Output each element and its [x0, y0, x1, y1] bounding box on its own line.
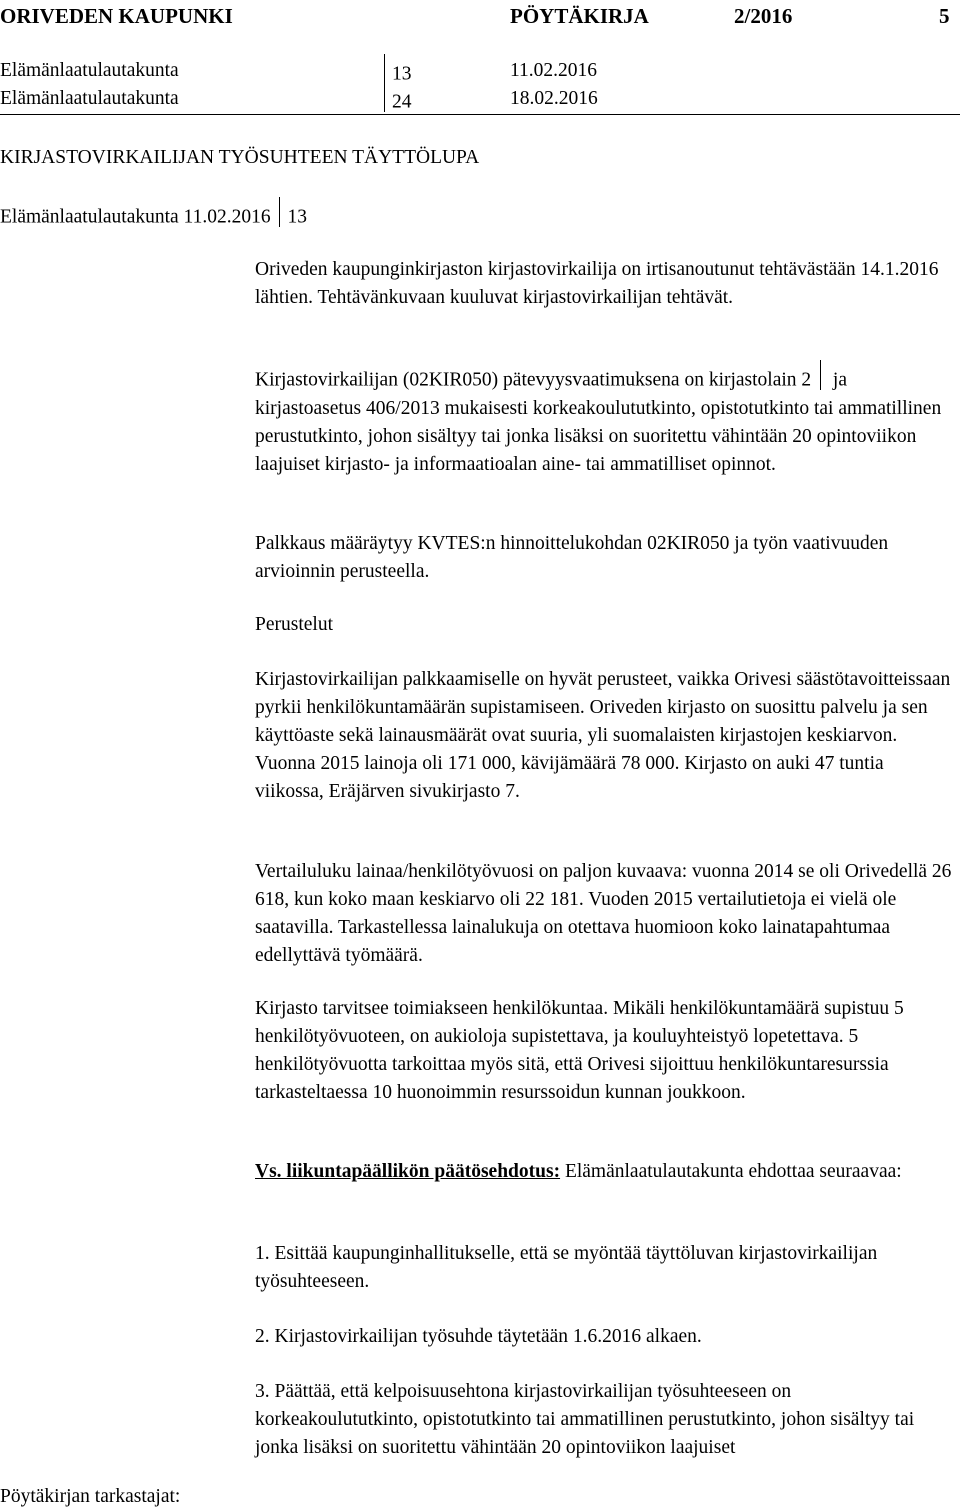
salary-paragraph: Palkkaus määräytyy KVTES:n hinnoittelukohdan 02KIR050 ja työn vaativuuden arvioinnin perusteella. — [255, 533, 889, 582]
header-divider — [0, 114, 960, 115]
section-sign-icon — [816, 366, 828, 386]
page-number: 5 — [939, 4, 950, 28]
proposal-label: Vs. liikuntapäällikön päätösehdotus: — [255, 1161, 561, 1182]
section-sign-icon — [380, 88, 392, 108]
proposal-paragraph: Vs. liikuntapäällikön päätösehdotus: Elämänlaatulautakunta ehdottaa seuraavaa: — [255, 1161, 902, 1182]
meeting-2-body: Elämänlaatulautakunta — [0, 88, 179, 109]
justification-heading: Perustelut — [255, 614, 333, 635]
proposal-item-3: 3. Päättää, että kelpoisuusehtona kirjastovirkailijan työsuhteeseen on korkeakoulututkinto, opistotutkinto tai ammatillinen perustutkinto, johon sisältyy tai jonka lisäksi on suoritettu vähintään 20 opintoviikon laajuiset — [255, 1381, 915, 1458]
intro-paragraph: Oriveden kaupunginkirjaston kirjastovirkailija on irtisanoutunut tehtävästään 14.1.2016 lähtien. Tehtävänkuvaan kuuluvat kirjastovirkailijan tehtävät. — [255, 259, 939, 308]
qualification-paragraph: Kirjastovirkailijan (02KIR050) pätevyysvaatimuksena on kirjastolain 2 ja kirjastoasetus 406/2013 mukaisesti korkeakoulututkinto, opistotutkinto tai ammatillinen perustutkinto, johon sisältyy tai jonka lisäksi on suoritettu vähintään 20 opintoviikon laajuiset kirjasto- ja informaatioalan aine- tai ammatilliset opinnot. — [255, 366, 955, 479]
meeting-2-section: 24 — [380, 88, 412, 114]
document-title: KIRJASTOVIRKAILIJAN TYÖSUHTEEN TÄYTTÖLUPA — [0, 147, 480, 168]
reviewers-label: Pöytäkirjan tarkastajat: — [0, 1486, 181, 1507]
meeting-1-section: 13 — [380, 60, 412, 86]
prior-reference: Elämänlaatulautakunta 11.02.2016 13 — [0, 203, 307, 229]
section-sign-icon — [380, 60, 392, 80]
justification-paragraph-3: Kirjasto tarvitsee toimiakseen henkilökuntaa. Mikäli henkilökuntamäärä supistuu 5 henkilötyövuoteen, on aukioloja supistettava, ja kouluyhteistyö lopetettava. 5 henkilötyövuotta tarkoittaa myös sitä, että Orivesi sijoittuu henkilökuntaresurssia tarkasteltaessa 10 huonoimmin resurssoidun kunnan joukkoon. — [255, 998, 904, 1103]
meeting-1-body: Elämänlaatulautakunta — [0, 60, 179, 81]
organization-name: ORIVEDEN KAUPUNKI — [0, 4, 233, 28]
document-number: 2/2016 — [734, 4, 793, 28]
document-type: PÖYTÄKIRJA — [510, 4, 649, 28]
proposal-item-2: 2. Kirjastovirkailijan työsuhde täytetään 1.6.2016 alkaen. — [255, 1326, 702, 1347]
justification-paragraph-2: Vertailuluku lainaa/henkilötyövuosi on paljon kuvaava: vuonna 2014 se oli Orivedellä 26 618, kun koko maan keskiarvo oli 22 181. Vuoden 2015 vertailutietoja ei vielä ole saatavilla. Tarkastellessa lainalukuja on otettava huomioon koko lainatapahtumaa edellyttävä työmäärä. — [255, 861, 952, 966]
meeting-1-date: 11.02.2016 — [510, 60, 598, 81]
justification-paragraph-1: Kirjastovirkailijan palkkaamiselle on hyvät perusteet, vaikka Orivesi säästötavoitteissaan pyrkii henkilökuntamäärän supistamiseen. Oriveden kirjasto on suosittu palvelu ja sen käyttöaste sekä lainausmäärät ovat suuria, yli suomalaisten kirjastojen keskiarvon. Vuonna 2015 lainoja oli 171 000, kävijämäärä 78 000. Kirjasto on auki 47 tuntia viikossa, Eräjärven sivukirjasto 7. — [255, 669, 951, 802]
meeting-2-date: 18.02.2016 — [510, 88, 598, 109]
section-sign-icon — [275, 203, 287, 223]
proposal-item-1: 1. Esittää kaupunginhallitukselle, että se myöntää täyttöluvan kirjastovirkailijan työsuhteeseen. — [255, 1243, 878, 1292]
